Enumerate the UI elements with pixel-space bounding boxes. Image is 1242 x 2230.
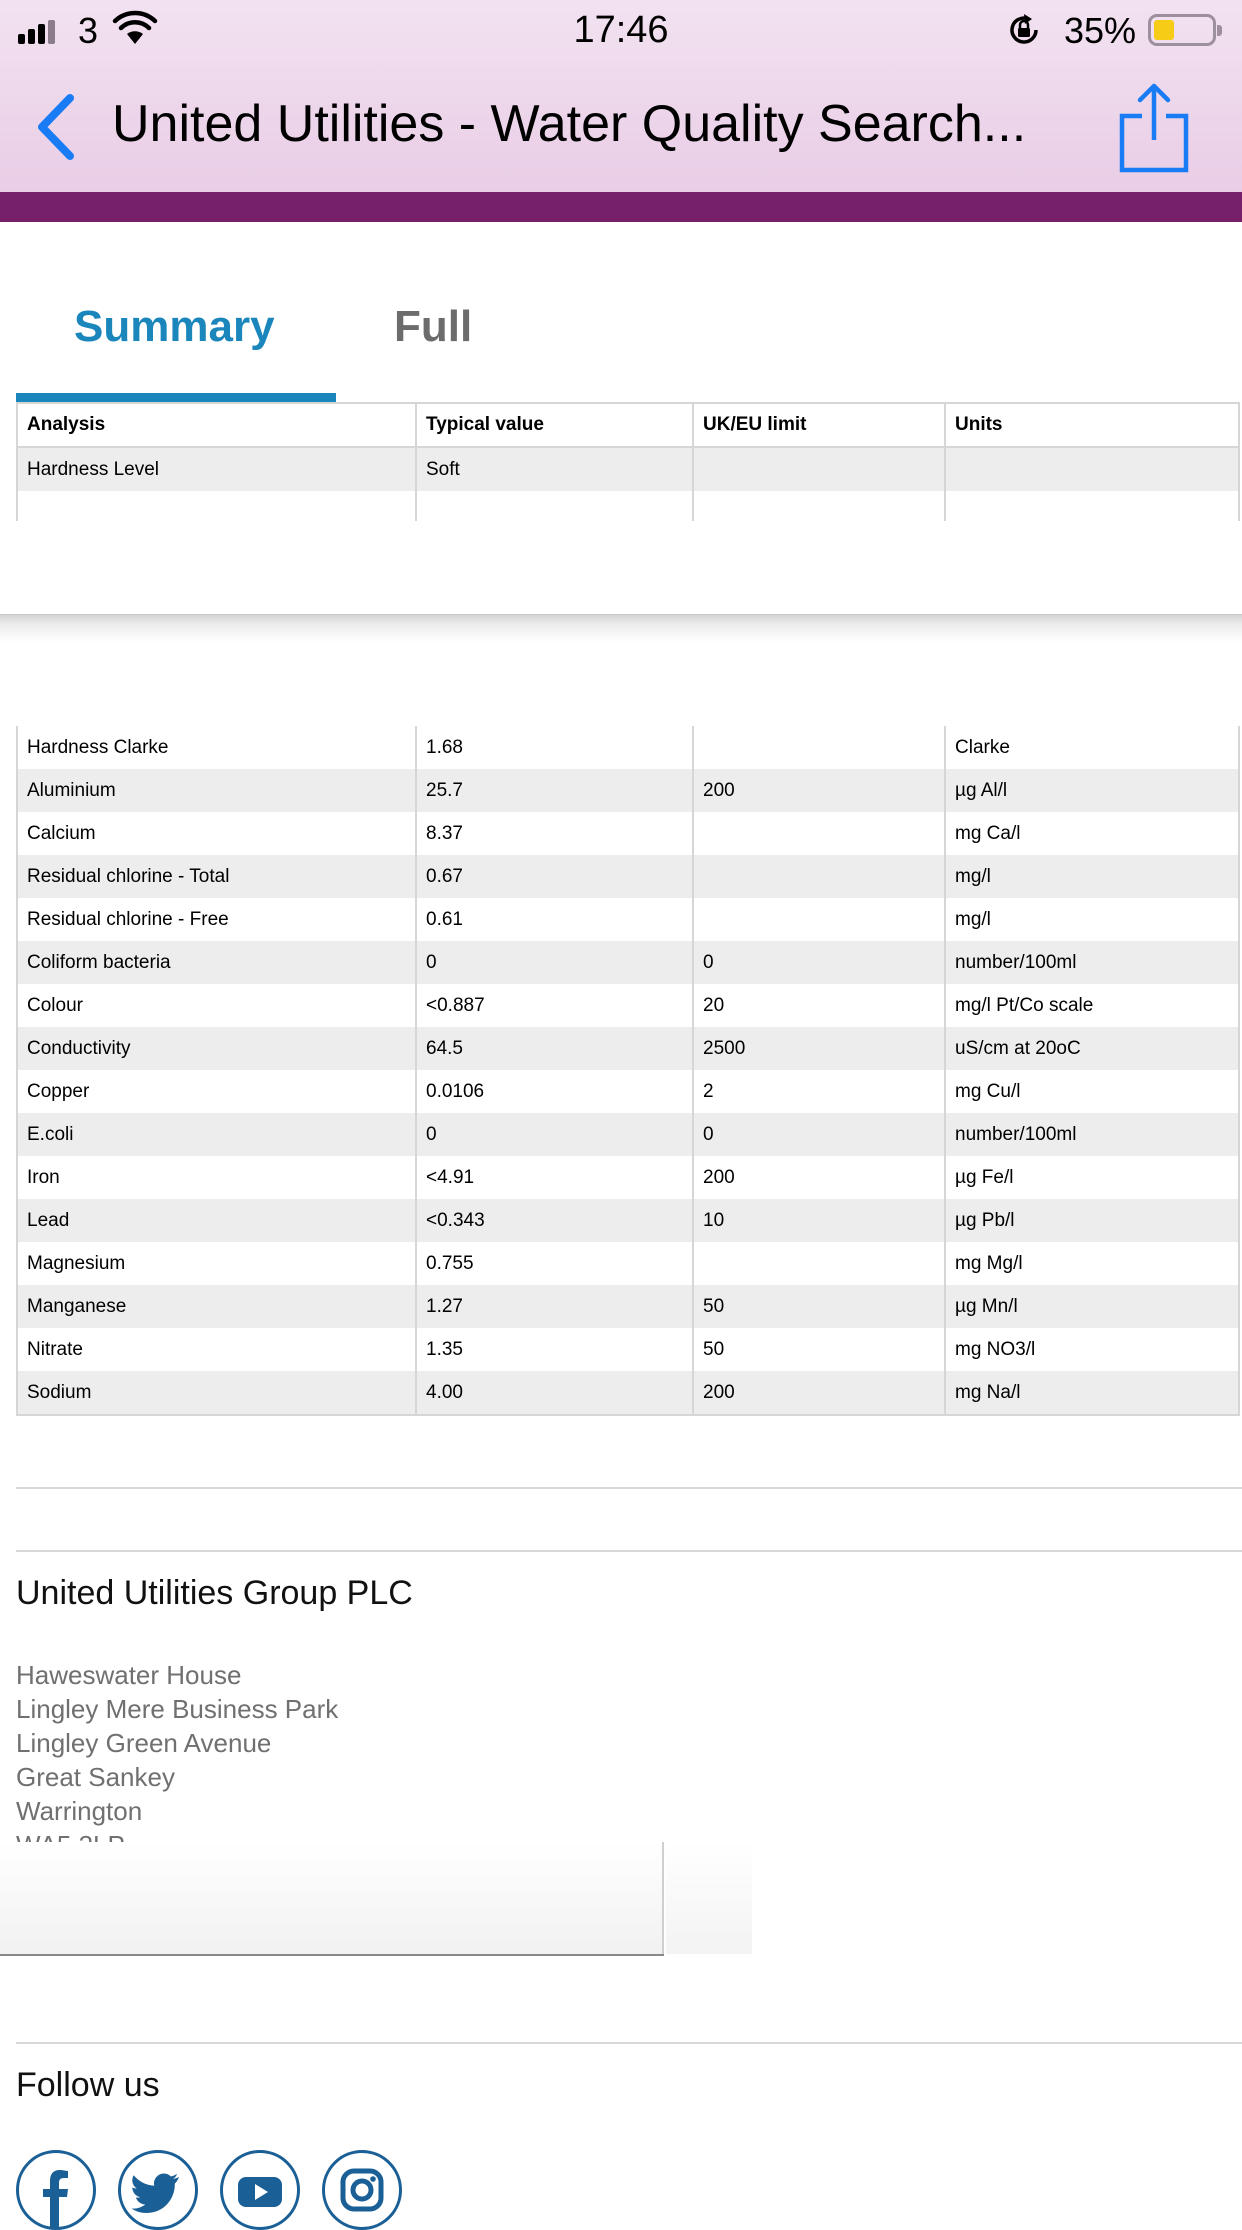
- table-row: [17, 1242, 1239, 1285]
- table-row: [17, 1199, 1239, 1242]
- table-row: [17, 447, 1239, 491]
- cell-analysis: Magnesium: [17, 1242, 416, 1285]
- cell-analysis: Iron: [17, 1156, 416, 1199]
- instagram-icon[interactable]: [322, 2150, 402, 2230]
- follow-us-heading: Follow us: [16, 2066, 160, 2104]
- cell-units: [945, 447, 1239, 491]
- cell-limit: 200: [693, 1156, 945, 1199]
- divider: [16, 1487, 1242, 1489]
- cell-analysis: Nitrate: [17, 1328, 416, 1371]
- water-quality-table: [16, 726, 1240, 1416]
- table-row: [17, 1371, 1239, 1415]
- cell-analysis: Calcium: [17, 812, 416, 855]
- table-row: [17, 812, 1239, 855]
- active-tab-indicator: [16, 393, 336, 402]
- cell-limit: 50: [693, 1328, 945, 1371]
- column-header-typical-value: Typical value: [416, 403, 693, 447]
- divider: [16, 2042, 1242, 2044]
- cell-value: 0.67: [416, 855, 693, 898]
- cell-analysis: Residual chlorine - Total: [17, 855, 416, 898]
- cell-value: 0: [416, 941, 693, 984]
- cell-limit: 2: [693, 1070, 945, 1113]
- cell-analysis: Hardness Clarke: [17, 726, 416, 769]
- facebook-icon[interactable]: [16, 2150, 96, 2230]
- cell-limit: 20: [693, 984, 945, 1027]
- cell-value: 0: [416, 1113, 693, 1156]
- status-bar: [0, 0, 1242, 62]
- table-row: [17, 1328, 1239, 1371]
- youtube-icon[interactable]: [220, 2150, 300, 2230]
- cell-analysis: Sodium: [17, 1371, 416, 1415]
- divider: [16, 1550, 1242, 1552]
- cell-units: mg Mg/l: [945, 1242, 1239, 1285]
- overlay-panel-side: [666, 1842, 752, 1954]
- overlay-panel: [0, 1842, 664, 1956]
- cell-value: Soft: [416, 447, 693, 491]
- carrier-name: 3: [78, 10, 99, 51]
- cell-analysis: Colour: [17, 984, 416, 1027]
- column-header-analysis: Analysis: [17, 403, 416, 447]
- address-line: Haweswater House: [16, 1660, 242, 1690]
- cell-units: µg Pb/l: [945, 1199, 1239, 1242]
- cell-value: 1.35: [416, 1328, 693, 1371]
- table-row: [17, 726, 1239, 769]
- cell-value: 1.68: [416, 726, 693, 769]
- rotation-lock-icon: [1006, 12, 1042, 48]
- column-header-units: Units: [945, 403, 1239, 447]
- cell-value: 8.37: [416, 812, 693, 855]
- cell-analysis: Manganese: [17, 1285, 416, 1328]
- cell-value: <4.91: [416, 1156, 693, 1199]
- address-line: Lingley Mere Business Park: [16, 1694, 339, 1724]
- company-address: [16, 1658, 816, 1844]
- cell-value: 4.00: [416, 1371, 693, 1415]
- cell-limit: 2500: [693, 1027, 945, 1070]
- table-row: [17, 1156, 1239, 1199]
- cell-analysis: Copper: [17, 1070, 416, 1113]
- cell-units: number/100ml: [945, 1113, 1239, 1156]
- battery-percentage: 35%: [1064, 10, 1137, 51]
- cell-analysis: Residual chlorine - Free: [17, 898, 416, 941]
- cell-limit: 200: [693, 1371, 945, 1415]
- table-row: [17, 1070, 1239, 1113]
- cell-limit: 0: [693, 941, 945, 984]
- cell-limit: [693, 812, 945, 855]
- table-row: [17, 984, 1239, 1027]
- cell-limit: 10: [693, 1199, 945, 1242]
- cell-analysis: Lead: [17, 1199, 416, 1242]
- clock: 17:46: [573, 9, 669, 51]
- cell-limit: [693, 726, 945, 769]
- cell-value: 25.7: [416, 769, 693, 812]
- tab-summary[interactable]: Summary: [74, 302, 275, 351]
- table-row: [17, 1113, 1239, 1156]
- cell-units: mg/l: [945, 855, 1239, 898]
- brand-band: [0, 192, 1242, 222]
- table-row: [17, 898, 1239, 941]
- top-bar: [0, 0, 1242, 192]
- cell-units: mg/l Pt/Co scale: [945, 984, 1239, 1027]
- cell-value: 0.61: [416, 898, 693, 941]
- cell-analysis: E.coli: [17, 1113, 416, 1156]
- page-title: United Utilities - Water Quality Search...: [112, 95, 1027, 153]
- cell-value: 64.5: [416, 1027, 693, 1070]
- cell-value: 0.755: [416, 1242, 693, 1285]
- cell-value: 0.0106: [416, 1070, 693, 1113]
- cell-units: µg Fe/l: [945, 1156, 1239, 1199]
- cell-units: mg/l: [945, 898, 1239, 941]
- cell-analysis: Aluminium: [17, 769, 416, 812]
- share-icon[interactable]: [1118, 82, 1190, 174]
- table-row: [17, 769, 1239, 812]
- cell-limit: 200: [693, 769, 945, 812]
- table-row: [17, 1027, 1239, 1070]
- column-header-limit: UK/EU limit: [693, 403, 945, 447]
- cell-value: 1.27: [416, 1285, 693, 1328]
- cell-limit: [693, 898, 945, 941]
- cell-value: <0.343: [416, 1199, 693, 1242]
- cell-units: mg Ca/l: [945, 812, 1239, 855]
- cell-analysis: Coliform bacteria: [17, 941, 416, 984]
- navigation-bar: [0, 62, 1242, 192]
- back-chevron-icon[interactable]: [32, 92, 80, 162]
- cell-value: <0.887: [416, 984, 693, 1027]
- table-row: [17, 941, 1239, 984]
- table-header-row: [17, 403, 1239, 447]
- table-row: [17, 1285, 1239, 1328]
- tab-full[interactable]: Full: [394, 302, 473, 351]
- table-row-empty: [17, 491, 1239, 521]
- cell-limit: 0: [693, 1113, 945, 1156]
- battery-icon: [1148, 14, 1216, 46]
- section-divider-shadow: [0, 614, 1242, 643]
- cell-units: µg Mn/l: [945, 1285, 1239, 1328]
- cell-units: Clarke: [945, 726, 1239, 769]
- results-tabs: [16, 262, 1240, 402]
- cell-limit: 50: [693, 1285, 945, 1328]
- cell-limit: [693, 855, 945, 898]
- cell-units: µg Al/l: [945, 769, 1239, 812]
- cell-analysis: Conductivity: [17, 1027, 416, 1070]
- cell-limit: [693, 1242, 945, 1285]
- address-line: Warrington: [16, 1796, 143, 1826]
- address-line: Lingley Green Avenue: [16, 1728, 272, 1758]
- water-quality-table-body: [17, 726, 1239, 1415]
- cell-units: mg Cu/l: [945, 1070, 1239, 1113]
- cell-units: mg NO3/l: [945, 1328, 1239, 1371]
- table-row: [17, 855, 1239, 898]
- cell-units: mg Na/l: [945, 1371, 1239, 1415]
- company-name: United Utilities Group PLC: [16, 1574, 413, 1612]
- address-line: Great Sankey: [16, 1762, 175, 1792]
- cell-units: number/100ml: [945, 941, 1239, 984]
- cell-limit: [693, 447, 945, 491]
- cell-units: uS/cm at 20oC: [945, 1027, 1239, 1070]
- twitter-icon[interactable]: [118, 2150, 198, 2230]
- summary-table: [16, 402, 1240, 521]
- cell-analysis: Hardness Level: [17, 447, 416, 491]
